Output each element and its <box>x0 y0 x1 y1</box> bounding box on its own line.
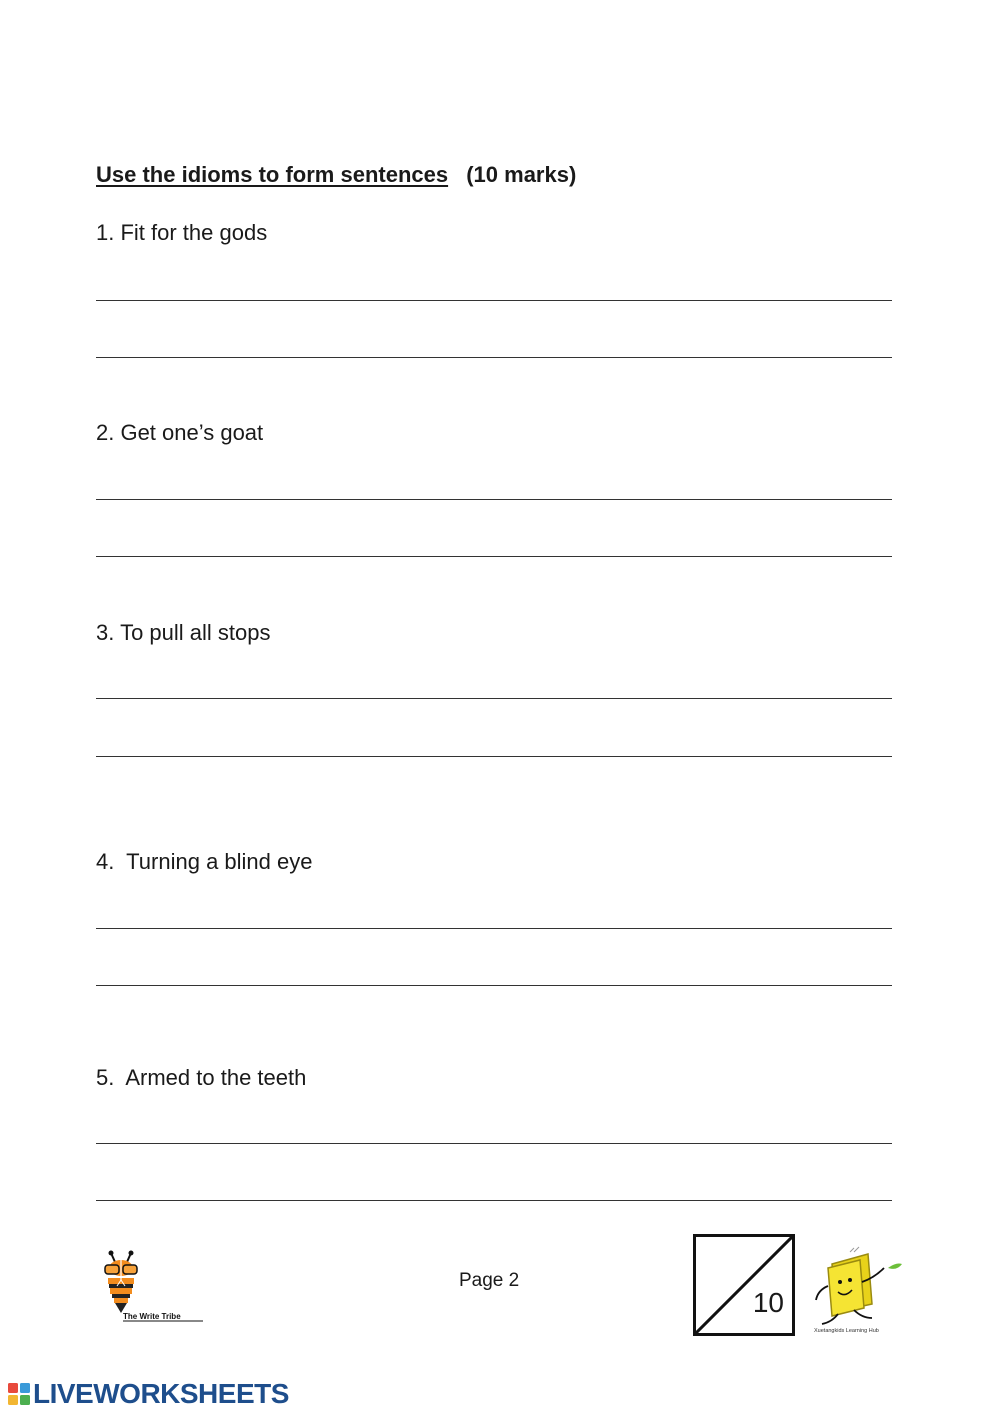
worksheet-heading <box>96 162 576 188</box>
liveworksheets-logo-icon <box>8 1383 30 1405</box>
answer-line-2b[interactable] <box>96 556 892 557</box>
score-box <box>693 1234 795 1336</box>
bee-icon <box>97 1250 207 1328</box>
question-4: 4. Turning a blind eye <box>96 849 313 874</box>
question-2: 2. Get one’s goat <box>96 420 264 445</box>
answer-line-5a[interactable] <box>96 1143 892 1144</box>
score-total: 10 <box>752 1287 784 1318</box>
page-number: Page 2 <box>459 1270 520 1291</box>
answer-line-2a[interactable] <box>96 499 892 500</box>
answer-line-1a[interactable] <box>96 300 892 301</box>
question-1: 1. Fit for the gods <box>96 220 268 245</box>
bee-logo-text: The Write Tribe <box>123 1312 181 1321</box>
answer-line-3a[interactable] <box>96 698 892 699</box>
liveworksheets-brand[interactable] <box>8 1380 289 1408</box>
answer-line-4b[interactable] <box>96 985 892 986</box>
answer-line-4a[interactable] <box>96 928 892 929</box>
book-logo-text: Xuetangkids Learning Hub <box>814 1328 879 1334</box>
answer-line-5b[interactable] <box>96 1200 892 1201</box>
write-tribe-logo <box>97 1250 207 1328</box>
question-5: 5. Armed to the teeth <box>96 1065 307 1090</box>
answer-line-1b[interactable] <box>96 357 892 358</box>
heading-title: Use the idioms to form sentences <box>96 162 449 187</box>
heading-marks: (10 marks) <box>466 162 577 187</box>
answer-line-3b[interactable] <box>96 756 892 757</box>
question-3: 3. To pull all stops <box>96 620 271 645</box>
liveworksheets-wordmark: LIVEWORKSHEETS <box>33 1378 289 1409</box>
book-mascot-logo <box>810 1246 905 1342</box>
book-mascot-icon <box>810 1246 905 1342</box>
